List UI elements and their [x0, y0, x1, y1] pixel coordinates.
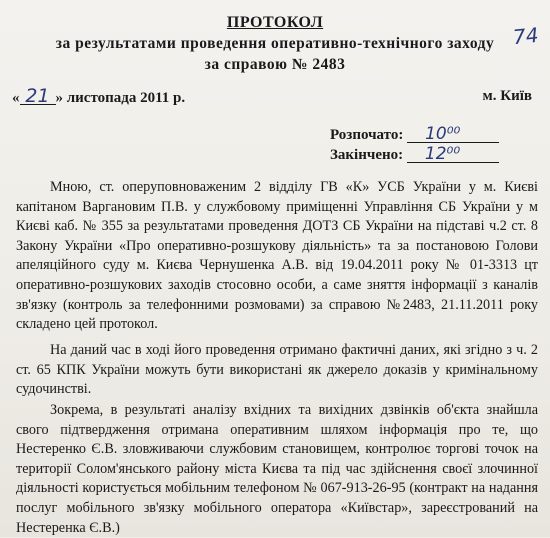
body-paragraph-1: Мною, ст. оперуповноваженим 2 відділу ГВ «К» УСБ України у м. Києві капітаном Варгановим П.В. у службовому приміщенні Управління СБ України у м Києві каб. № 355 за результатами проведення ДОТЗ СБ України на підставі ч.2 ст. 8 Закону України «Про оперативно-розшукову діяльність» та за постановою Голови апеляційного суду м. Києва Чернушенка А.В. від 19.04.2011 року № 01-3313 цт оперативно-розшукових заходів стосовно особи, а саме зняття інформації з каналів зв'язку (контроль за телефонними розмовами) за справою №2483, 21.11.2011 року складено цей протокол. [16, 179, 538, 333]
finished-row [330, 144, 499, 164]
started-label: Розпочато: [330, 127, 404, 143]
finished-value: 12⁰⁰ [407, 147, 499, 163]
date-close-quote: » [55, 90, 63, 106]
document-subtitle-line1: за результатами проведення оперативно-технічного заходу [55, 35, 495, 52]
document-subtitle-line2: за справою № 2483 [204, 56, 346, 73]
date-open-quote: « [12, 90, 20, 106]
date-month-year: листопада 2011 р. [66, 90, 186, 106]
date-line [12, 85, 532, 107]
started-value: 10⁰⁰ [407, 127, 499, 143]
finished-label: Закінчено: [330, 147, 404, 163]
body-paragraph-3: Зокрема, в результаті аналізу вхідних та вихідних дзвінків об'єкта знайшла свого підтвердження отримана оперативним шляхом інформація про те, що Нестеренко Є.В. зловживаючи службовим становищем, контролює торгові точок на території Солом'янського району міста Києва та під час здійснення своєї злочинної діяльності користується мобільним телефоном № 067-913-26-95 (контракт на надання послуг мобільного зв'язку мобільного оператора «Київстар», зареєстрований на Нестеренка Є.В.) [16, 402, 538, 536]
document-title: ПРОТОКОЛ [226, 14, 324, 31]
city-label: м. Київ [482, 88, 532, 104]
date-day: 21 [20, 88, 56, 105]
started-row [330, 124, 499, 144]
handwritten-page-number: 74 [511, 22, 540, 50]
body-paragraph-2: На даний час в ході його проведення отримано фактичні даних, які згідно з ч. 2 ст. 65 КПК України можуть бути використані як джерело доказів у кримінальному судочинстві. [16, 342, 538, 398]
